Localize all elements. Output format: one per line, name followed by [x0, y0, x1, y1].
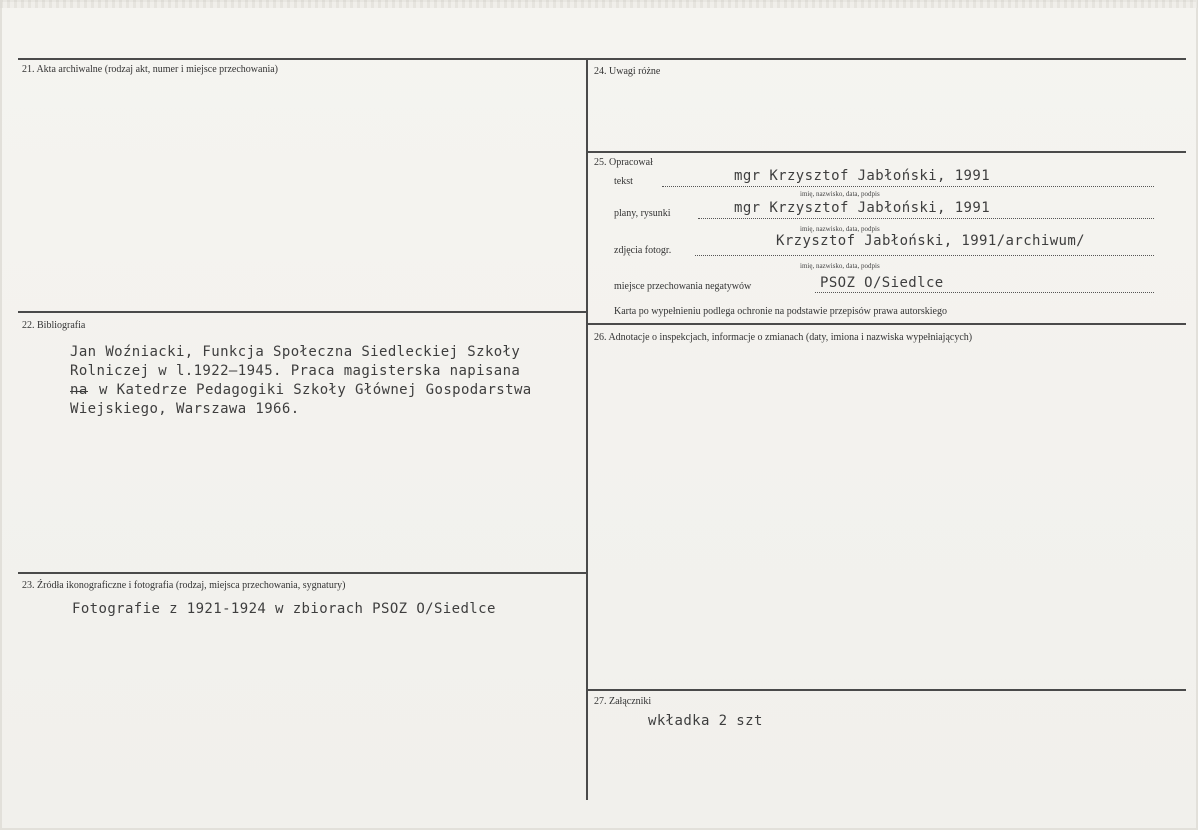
copyright-note: Karta po wypełnieniu podlega ochronie na podstawie przepisów prawa autorskiego [614, 306, 947, 317]
top-rule [18, 58, 1186, 60]
plany-line [698, 218, 1154, 219]
bibliography-line-3: w Katedrze Pedagogiki Szkoły Głównej Gospodarstwa [99, 382, 532, 398]
section-24-label: 24. Uwagi różne [594, 66, 661, 77]
negatywy-label: miejsce przechowania negatywów [614, 281, 752, 292]
tekst-hint: imię, nazwisko, data, podpis [800, 190, 880, 198]
tekst-line [662, 186, 1154, 187]
iconography-text: Fotografie z 1921-1924 w zbiorach PSOZ O/Siedlce [72, 601, 496, 617]
zdjecia-line [695, 255, 1154, 256]
rule-21-22 [18, 311, 586, 313]
section-23-label: 23. Źródła ikonograficzne i fotografia (rodzaj, miejsca przechowania, sygnatury) [22, 580, 346, 591]
section-21-label: 21. Akta archiwalne (rodzaj akt, numer i miejsce przechowania) [22, 64, 279, 75]
negatywy-value: PSOZ O/Siedlce [820, 275, 944, 291]
plany-label: plany, rysunki [614, 208, 671, 219]
section-26-label: 26. Adnotacje o inspekcjach, informacje o zmianach (daty, imiona i nazwiska wypełniających) [594, 332, 973, 343]
bibliography-line-2: Rolniczej w l.1922–1945. Praca magisterska napisana [70, 363, 521, 379]
tekst-label: tekst [614, 176, 633, 187]
plany-hint: imię, nazwisko, data, podpis [800, 225, 880, 233]
zdjecia-label: zdjęcia fotogr. [614, 245, 672, 256]
rule-25-26 [586, 323, 1186, 325]
zdjecia-value: Krzysztof Jabłoński, 1991/archiwum/ [776, 233, 1086, 249]
section-27-label: 27. Załączniki [594, 696, 652, 707]
rule-22-23 [18, 572, 586, 574]
section-25-label: 25. Opracował [594, 157, 653, 168]
bibliography-struck-word: na [70, 382, 88, 398]
bibliography-line-4: Wiejskiego, Warszawa 1966. [70, 401, 300, 417]
tekst-value: mgr Krzysztof Jabłoński, 1991 [734, 168, 991, 184]
rule-26-27 [586, 689, 1186, 691]
section-22-label: 22. Bibliografia [22, 320, 86, 331]
torn-top-edge [0, 0, 1198, 8]
rule-24-25 [586, 151, 1186, 153]
plany-value: mgr Krzysztof Jabłoński, 1991 [734, 200, 991, 216]
bibliography-line-1: Jan Woźniacki, Funkcja Społeczna Siedleckiej Szkoły [70, 344, 521, 360]
attachments-text: wkładka 2 szt [648, 713, 763, 729]
zdjecia-hint: imię, nazwisko, data, podpis [800, 262, 880, 270]
negatywy-line [815, 292, 1154, 293]
